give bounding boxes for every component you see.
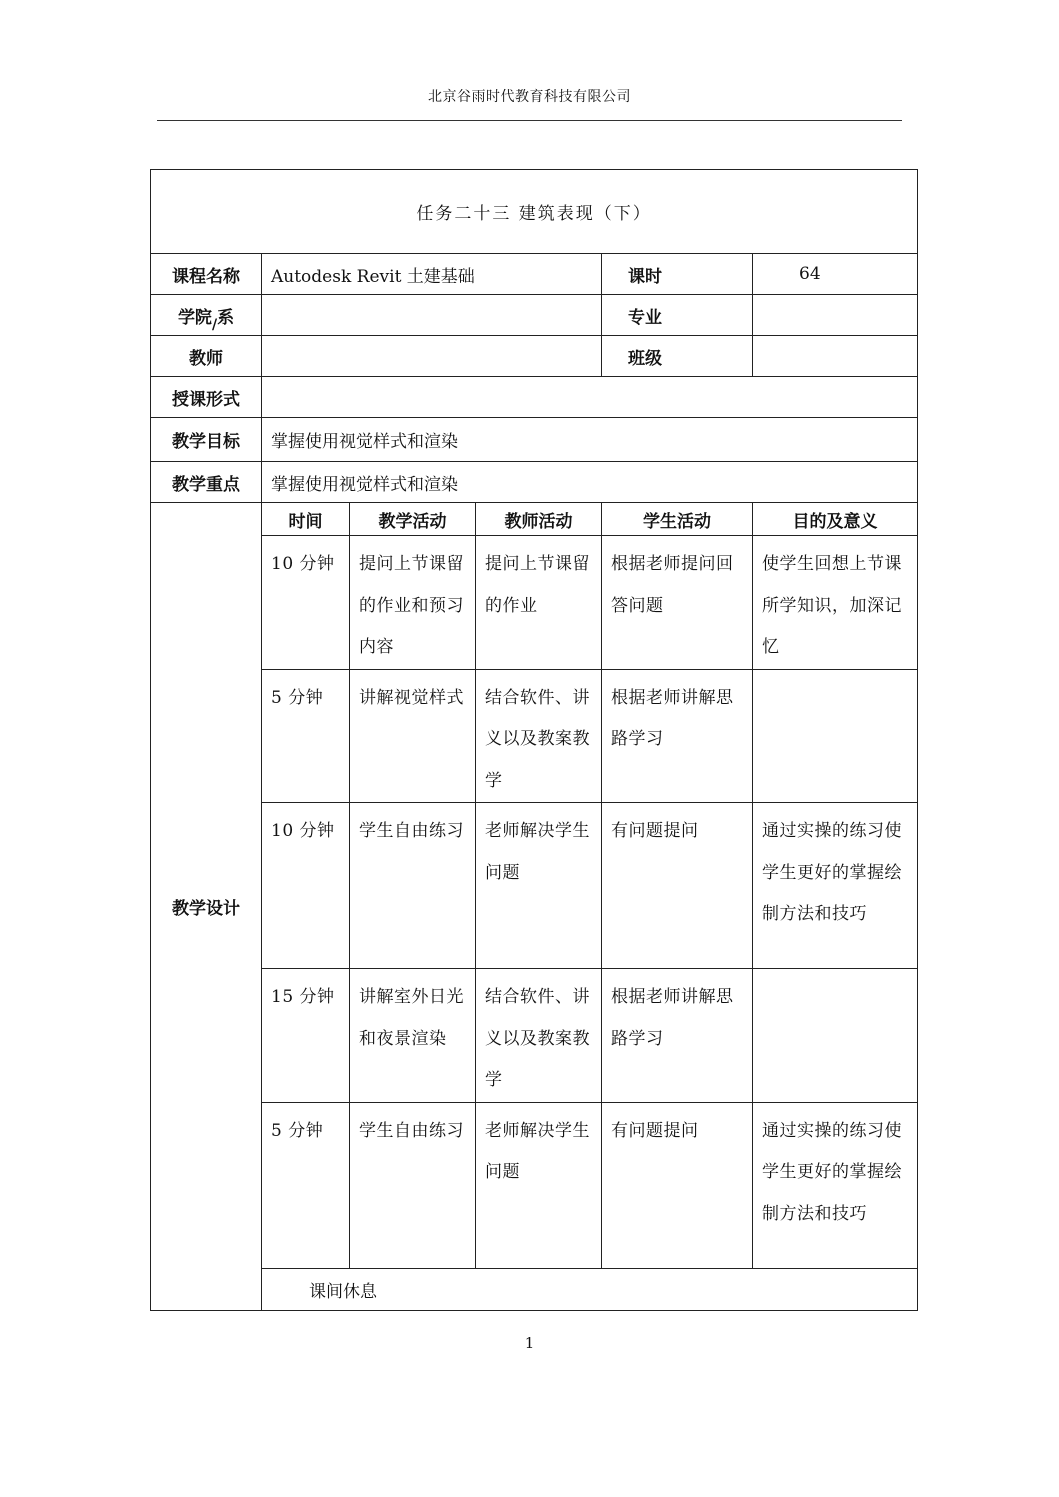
row-student: 有问题提问	[602, 803, 753, 969]
college-label-b: 系	[217, 307, 235, 328]
info-row-form	[151, 377, 918, 418]
teacher-value	[262, 336, 602, 377]
row-teacher: 结合软件、讲义以及教案教学	[476, 669, 602, 803]
row-time: 10 分钟	[262, 536, 350, 670]
row-student: 根据老师提问回答问题	[602, 536, 753, 670]
row-student: 有问题提问	[602, 1102, 753, 1268]
college-value	[262, 295, 602, 336]
info-row-college	[151, 295, 918, 336]
form-value	[262, 377, 918, 418]
table-row	[151, 669, 918, 803]
class-label: 班级	[602, 336, 753, 377]
row-purpose: 通过实操的练习使学生更好的掌握绘制方法和技巧	[753, 1102, 918, 1268]
info-row-focus	[151, 462, 918, 503]
break-text: 课间休息	[262, 1268, 918, 1310]
row-teaching: 学生自由练习	[350, 803, 476, 969]
row-purpose	[753, 669, 918, 803]
header-rule	[157, 120, 902, 121]
info-row-teacher	[151, 336, 918, 377]
info-row-course	[151, 254, 918, 295]
row-student: 根据老师讲解思路学习	[602, 669, 753, 803]
title-row	[151, 170, 918, 254]
focus-value: 掌握使用视觉样式和渲染	[262, 462, 918, 503]
course-name-value: Autodesk Revit 土建基础	[262, 254, 602, 295]
college-label	[151, 295, 262, 336]
row-teaching: 提问上节课留的作业和预习内容	[350, 536, 476, 670]
company-header: 北京谷雨时代教育科技有限公司	[428, 89, 631, 105]
college-label-slash: /	[211, 316, 218, 333]
table-row	[151, 536, 918, 670]
hours-label: 课时	[602, 254, 753, 295]
row-purpose: 使学生回想上节课所学知识，加深记忆	[753, 536, 918, 670]
table-row	[151, 1102, 918, 1268]
row-teacher: 结合软件、讲义以及教案教学	[476, 969, 602, 1103]
col-header-teacher: 教师活动	[476, 503, 602, 536]
col-header-teaching: 教学活动	[350, 503, 476, 536]
row-time: 5 分钟	[262, 669, 350, 803]
lesson-title: 任务二十三 建筑表现（下）	[151, 170, 918, 254]
row-teaching: 讲解视觉样式	[350, 669, 476, 803]
course-name-label: 课程名称	[151, 254, 262, 295]
goal-value: 掌握使用视觉样式和渲染	[262, 418, 918, 462]
row-purpose: 通过实操的练习使学生更好的掌握绘制方法和技巧	[753, 803, 918, 969]
focus-label: 教学重点	[151, 462, 262, 503]
college-label-a: 学院	[177, 307, 212, 328]
goal-label: 教学目标	[151, 418, 262, 462]
row-teacher: 老师解决学生问题	[476, 803, 602, 969]
hours-value: 64	[753, 254, 918, 295]
form-label: 授课形式	[151, 377, 262, 418]
table-row	[151, 803, 918, 969]
col-header-time: 时间	[262, 503, 350, 536]
row-purpose	[753, 969, 918, 1103]
design-label: 教学设计	[151, 503, 262, 1311]
major-label: 专业	[602, 295, 753, 336]
major-value	[753, 295, 918, 336]
row-teacher: 提问上节课留的作业	[476, 536, 602, 670]
table-row	[151, 969, 918, 1103]
col-header-student: 学生活动	[602, 503, 753, 536]
row-time: 5 分钟	[262, 1102, 350, 1268]
row-teaching: 讲解室外日光和夜景渲染	[350, 969, 476, 1103]
row-student: 根据老师讲解思路学习	[602, 969, 753, 1103]
info-row-goal	[151, 418, 918, 462]
lesson-plan-table	[150, 169, 918, 1311]
design-header-row	[151, 503, 918, 536]
row-time: 15 分钟	[262, 969, 350, 1103]
teacher-label: 教师	[151, 336, 262, 377]
row-teaching: 学生自由练习	[350, 1102, 476, 1268]
row-teacher: 老师解决学生问题	[476, 1102, 602, 1268]
col-header-purpose: 目的及意义	[753, 503, 918, 536]
class-value	[753, 336, 918, 377]
row-time: 10 分钟	[262, 803, 350, 969]
break-row	[151, 1268, 918, 1310]
page-number: 1	[524, 1334, 535, 1352]
